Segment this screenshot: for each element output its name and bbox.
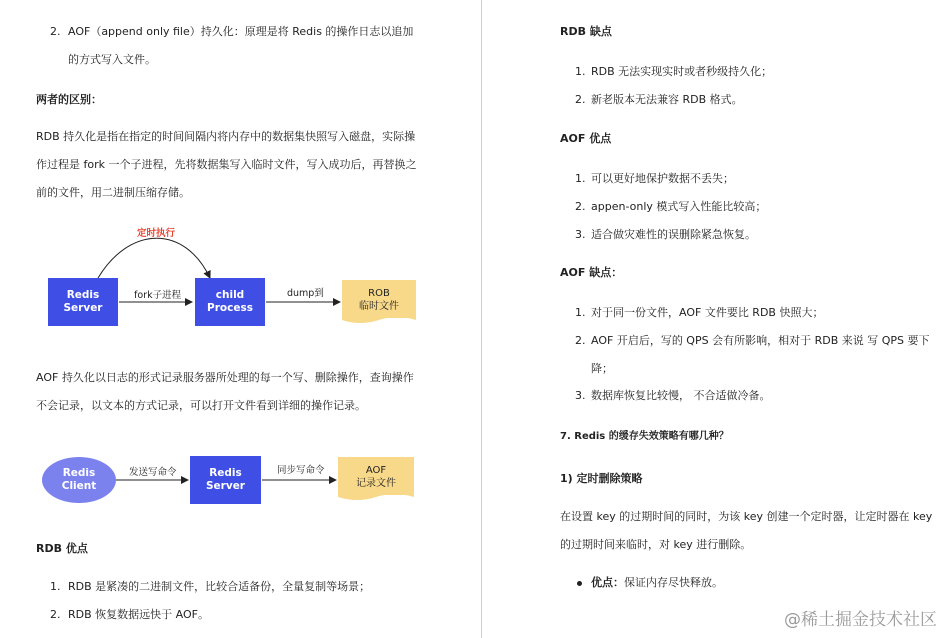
list-item: RDB 无法实现实时或者秒级持久化；	[591, 65, 773, 78]
redis-server-box: Redis Server	[48, 278, 118, 326]
list-number: 1.	[50, 580, 61, 593]
list-item: AOF 开启后，写的 QPS 会有所影响，相对于 RDB 来说 写 QPS 要下	[591, 334, 930, 347]
rob-temp-file-box: ROB 临时文件	[342, 282, 416, 318]
dump-label: dump到	[287, 288, 324, 299]
sync-command-label: 同步写命令	[277, 465, 325, 476]
bullet-bold-label: 优点：	[591, 576, 624, 589]
rdb-advantages-heading: RDB 优点	[36, 542, 88, 555]
aof-paragraph-line1: AOF 持久化以日志的形式记录服务器所处理的每一个写、删除操作，查询操作	[36, 371, 414, 384]
rdb-paragraph-line2: 作过程是 fork 一个子进程，先将数据集写入临时文件，写入成功后，再替换之	[36, 158, 417, 171]
list-item: 适合做灾难性的误删除紧急恢复。	[591, 228, 756, 241]
timed-deletion-heading: 1) 定时删除策略	[560, 472, 643, 485]
aof-log-file-box: AOF 记录文件	[338, 459, 414, 495]
diff-heading: 两者的区别：	[36, 93, 102, 106]
bullet-icon	[577, 581, 582, 586]
question-7-heading: 7. Redis 的缓存失效策略有哪几种？	[560, 431, 729, 442]
timer-arc-arrow	[98, 238, 210, 278]
timed-deletion-para-line2: 的过期时间来临时，对 key 进行删除。	[560, 538, 752, 551]
list-number: 1.	[575, 306, 586, 319]
right-column	[483, 0, 943, 638]
list-number: 1.	[575, 172, 586, 185]
bullet-text: 保证内存尽快释放。	[624, 576, 723, 589]
list-item: 可以更好地保护数据不丢失；	[591, 172, 734, 185]
rdb-disadvantages-heading: RDB 缺点	[560, 25, 612, 38]
fork-label: fork子进程	[134, 290, 182, 301]
list-item: 新老版本无法兼容 RDB 格式。	[591, 93, 743, 106]
list-item-continuation: 降；	[591, 362, 613, 375]
watermark: @稀土掘金技术社区	[784, 610, 937, 630]
list-number: 3.	[575, 228, 586, 241]
list-number: 2.	[50, 25, 61, 38]
list-item: 对于同一份文件，AOF 文件要比 RDB 快照大；	[591, 306, 824, 319]
timed-deletion-para-line1: 在设置 key 的过期时间的同时，为该 key 创建一个定时器，让定时器在 key	[560, 510, 933, 523]
list-number: 2.	[575, 334, 586, 347]
rdb-paragraph-line1: RDB 持久化是指在指定的时间间隔内将内存中的数据集快照写入磁盘，实际操	[36, 130, 416, 143]
list-number: 3.	[575, 389, 586, 402]
list-item: 数据库恢复比较慢， 不合适做冷备。	[591, 389, 771, 402]
list-item: appen-only 模式写入性能比较高；	[591, 200, 767, 213]
list-number: 2.	[575, 93, 586, 106]
aof-disadvantages-heading: AOF 缺点：	[560, 266, 623, 279]
send-command-label: 发送写命令	[129, 467, 177, 478]
aof-paragraph-line2: 不会记录，以文本的方式记录，可以打开文件看到详细的操作记录。	[36, 399, 366, 412]
list-number: 2.	[575, 200, 586, 213]
rdb-paragraph-line3: 前的文件，用二进制压缩存储。	[36, 186, 190, 199]
redis-server-box-2: Redis Server	[190, 456, 261, 504]
aof-definition-line2: 的方式写入文件。	[68, 53, 156, 66]
aof-advantages-heading: AOF 优点	[560, 132, 612, 145]
timer-label: 定时执行	[137, 228, 176, 239]
child-process-box: child Process	[195, 278, 265, 326]
list-number: 1.	[575, 65, 586, 78]
aof-definition-line1: AOF（append only file）持久化：原理是将 Redis 的操作日志以追加	[68, 25, 414, 38]
list-item: RDB 恢复数据远快于 AOF。	[68, 608, 209, 621]
redis-client-ellipse: Redis Client	[42, 457, 116, 503]
list-item: RDB 是紧凑的二进制文件，比较合适备份，全量复制等场景；	[68, 580, 371, 593]
list-number: 2.	[50, 608, 61, 621]
